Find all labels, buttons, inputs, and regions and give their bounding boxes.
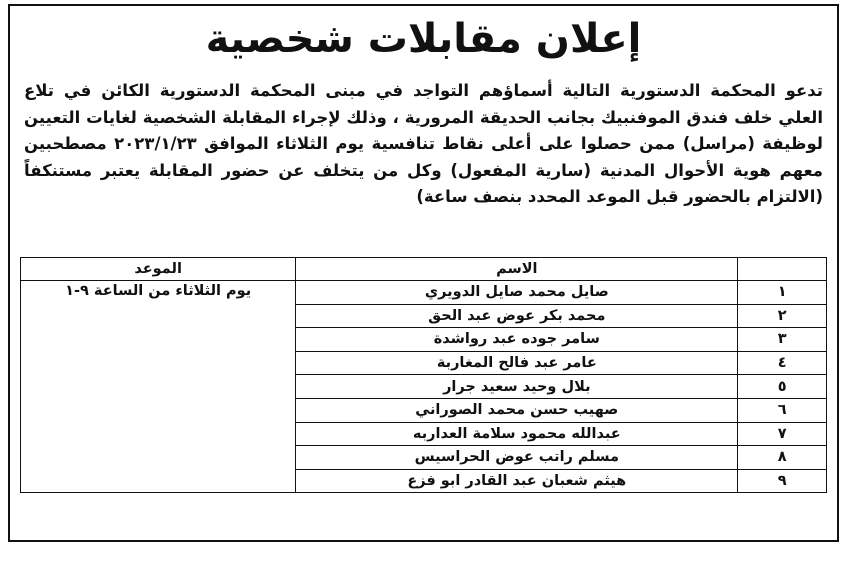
row-number: ٦: [738, 398, 827, 422]
header-name: الاسم: [296, 258, 738, 281]
row-name: بلال وحيد سعيد جرار: [296, 375, 738, 399]
row-name: عبدالله محمود سلامة العداربه: [296, 422, 738, 446]
row-number: ٢: [738, 304, 827, 328]
row-name: صايل محمد صايل الدويري: [296, 281, 738, 305]
table-header-row: [21, 258, 827, 281]
row-name: هيثم شعبان عبد القادر ابو فزع: [296, 469, 738, 493]
row-number: ٥: [738, 375, 827, 399]
row-number: ٧: [738, 422, 827, 446]
row-name: عامر عبد فالح المغاربة: [296, 351, 738, 375]
row-number: ١: [738, 281, 827, 305]
header-date: الموعد: [21, 258, 296, 281]
header-number: [738, 258, 827, 281]
row-name: سامر جوده عبد رواشدة: [296, 328, 738, 352]
row-number: ٤: [738, 351, 827, 375]
row-name: صهيب حسن محمد الصوراني: [296, 398, 738, 422]
notice-frame: [8, 4, 839, 542]
row-name: مسلم راتب عوض الحراسيس: [296, 446, 738, 470]
table-row: [21, 281, 827, 305]
candidates-table: [20, 257, 827, 493]
notice-paragraph: تدعو المحكمة الدستورية التالية أسماؤهم التواجد في مبنى المحكمة الدستورية الكائن في تلاع العلي خلف فندق الموفنبيك بجانب الحديقة المرورية ، وذلك لإجراء المقابلة الشخصية لغايات التعيين لوظيفة (مراسل) ممن حصلوا على أعلى نقاط تنافسية يوم الثلاثاء الموافق ٢٠٢٣/١/٢٣ مصطحبين معهم هوية الأحوال المدنية (سارية المفعول) وكل من يتخلف عن حضور المقابلة يعتبر مستنكفاً (الالتزام بالحضور قبل الموعد المحدد بنصف ساعة): [24, 81, 823, 207]
appointment-cell: يوم الثلاثاء من الساعة ٩-١: [21, 281, 296, 493]
row-number: ٩: [738, 469, 827, 493]
row-number: ٨: [738, 446, 827, 470]
row-number: ٣: [738, 328, 827, 352]
row-name: محمد بكر عوض عبد الحق: [296, 304, 738, 328]
notice-title: إعلان مقابلات شخصية: [205, 16, 642, 62]
